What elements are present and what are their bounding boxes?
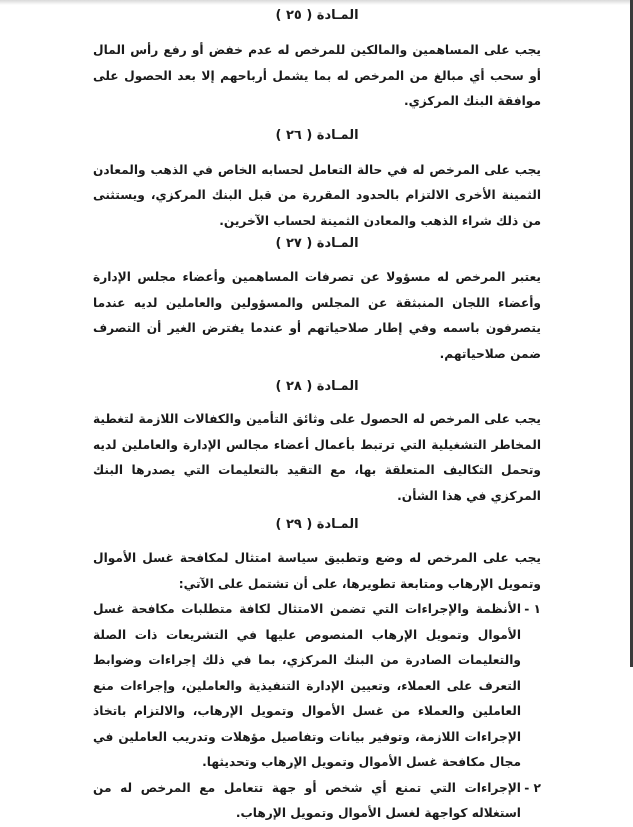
article-27-body: يعتبر المرخص له مسؤولا عن تصرفات المساهمين وأعضاء مجلس الإدارة وأعضاء اللجان المنبثقة عن المجلس والمسؤولين والعاملين لديه عندما يتصرفون باسمه وفي إطار صلاحياتهم أو عندما يفترض الغير أن التصرف ضمن صلاحياتهم.: [93, 270, 541, 361]
document-page: [93, 4, 541, 827]
list-item-text: الأنظمة والإجراءات التي تضمن الامتثال لكافة متطلبات مكافحة غسل الأموال وتمويل الإرهاب المنصوص عليها في التشريعات ذات الصلة والتعليمات الصادرة من البنك المركزي، بما في ذلك إجراءات وضوابط التعرف على العملاء، وتعيين الإدارة التنفيذية والعاملين، وإجراءات منع العاملين والعملاء من غسل الأموال وتمويل الإرهاب، والالتزام باتخاذ الإجراءات اللازمة، وتوفير بيانات وتفاصيل مؤهلات وتدريب العاملين في مجال مكافحة غسل الأموال وتمويل الإرهاب وتحديثها.: [93, 602, 521, 769]
list-item-number: ٢ -: [524, 780, 541, 795]
article-29-heading: المـادة ( ٢٩ ): [275, 517, 359, 532]
article-28-heading: المـادة ( ٢٨ ): [275, 379, 359, 394]
article-29-item-2: [93, 776, 541, 827]
article-28-body: يجب على المرخص له الحصول على وثائق التأمين والكفالات اللازمة لتغطية المخاطر التشغيلية التي ترتبط بأعمال أعضاء مجالس الإدارة والعاملين لديه وتحمل التكاليف المتعلقة بها، مع التقيد بالتعليمات التي يصدرها البنك المركزي في هذا الشأن.: [93, 412, 541, 503]
list-item-text: الإجراءات التي تمنع أي شخص أو جهة تتعامل مع المرخص له من استغلاله كواجهة لغسل الأموال وتمويل الإرهاب.: [93, 780, 521, 820]
article-25-body: يجب على المساهمين والمالكين للمرخص له عدم خفض أو رفع رأس المال أو سحب أي مبالغ من المرخص له بما يشمل أرباحهم إلا بعد الحصول على موافقة البنك المركزي.: [93, 43, 541, 108]
list-item-number: ١ -: [524, 602, 541, 616]
article-26-body: يجب على المرخص له في حالة التعامل لحسابه الخاص في الذهب والمعادن الثمينة الأخرى الالتزام بالحدود المقررة من قبل البنك المركزي، ويستثنى من ذلك شراء الذهب والمعادن الثمينة لحساب الآخرين.: [93, 162, 541, 228]
article-26-heading: المـادة ( ٢٦ ): [275, 127, 359, 143]
article-29-item-1: [93, 597, 541, 776]
article-25-heading: المـادة ( ٢٥ ): [275, 8, 359, 23]
article-29-body: يجب على المرخص له وضع وتطبيق سياسة امتثال لمكافحة غسل الأموال وتمويل الإرهاب ومتابعة تطويرها، على أن تشتمل على الآتي:: [93, 551, 541, 591]
article-27-heading: المـادة ( ٢٧ ): [275, 236, 359, 251]
